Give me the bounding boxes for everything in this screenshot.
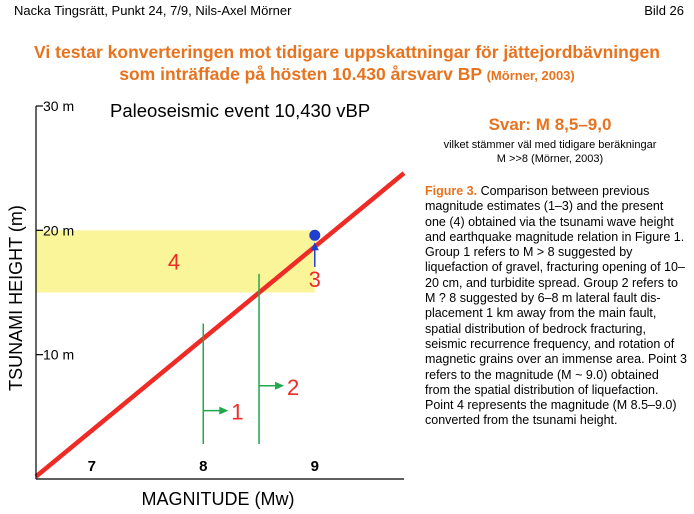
- answer-line-2: M >>8 (Mörner, 2003): [496, 153, 604, 165]
- answer-headline: Svar: M 8,5–9,0: [488, 115, 612, 134]
- figure-caption: [425, 184, 687, 429]
- x-tick-label: 7: [87, 458, 96, 475]
- group-2-arrowhead: [275, 382, 284, 390]
- answer-line-1: vilket stämmer väl med tidigare beräkningar: [443, 139, 657, 151]
- title-line-1: Vi testar konverteringen mot tidigare uppskattningar för jättejordbävningen: [34, 42, 660, 62]
- slide-number: Bild 26: [644, 3, 684, 18]
- title-line-2: som inträffade på hösten 10.430 årsvarv BP: [119, 64, 482, 84]
- title-citation: (Mörner, 2003): [486, 68, 575, 83]
- group-1-arrowhead: [219, 407, 228, 415]
- point-3-marker: [309, 230, 320, 241]
- y-tick-label: 10 m: [43, 346, 75, 363]
- y-tick-label: 30 m: [43, 98, 75, 114]
- x-tick-label: 8: [199, 458, 208, 475]
- x-tick-label: 9: [310, 458, 319, 475]
- point-3-label: 3: [308, 267, 321, 292]
- chart-title: Paleoseismic event 10,430 vBP: [110, 100, 371, 121]
- band-label: 4: [167, 249, 181, 275]
- y-tick-label: 20 m: [43, 222, 75, 239]
- regression-line: [36, 173, 404, 476]
- group-1-label: 1: [231, 399, 244, 425]
- caption-label: Figure 3.: [425, 184, 478, 198]
- x-axis-label: MAGNITUDE (Mw): [141, 489, 295, 509]
- answer-box: [420, 115, 680, 166]
- group-2-label: 2: [287, 374, 300, 400]
- caption-text: Comparison between previous magnitude estimates (1–3) and the present one (4) obtained via the tsunami wave height and earthquake magnitude relation in Figure 1. Group 1 refers to M > 8 suggested by liquefaction of gravel, fracturing opening of 10–20 cm, and turbidite spread. Group 2 refers to M ? 8 suggested by 6–8 m lateral fault dis-placement 1 km away from the main fault, spatial distribution of bedrock fracturing, seismic recurrence frequency, and rotation of magnetic grains over an immense area. Point 3 refers to the magnitude (M ~ 9.0) obtained from the spatial distribution of liquefaction. Point 4 represents the magnitude (M 8.5–9.0) converted from the tsunami height.: [425, 184, 687, 428]
- header-left-text: Nacka Tingsrätt, Punkt 24, 7/9, Nils-Axel Mörner: [14, 3, 292, 18]
- y-axis-label: TSUNAMI HEIGHT (m): [6, 205, 26, 391]
